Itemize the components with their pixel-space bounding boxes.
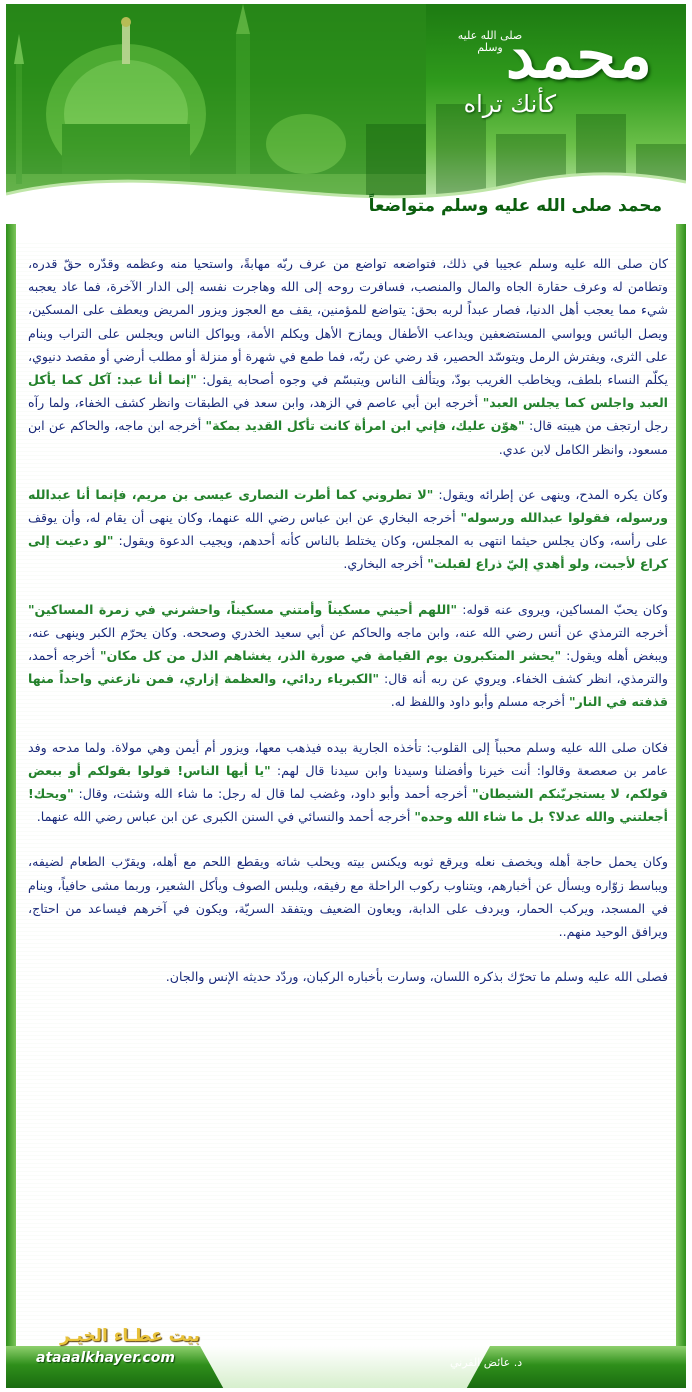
text-segment: أخرجه أحمد، والترمذي، انظر كشف الخفاء. ويروي عن ربه أنه قال:: [28, 648, 669, 687]
quote-segment: "هوّن عليك، فإني ابن امرأة كانت تأكل القديد بمكة": [205, 418, 525, 434]
logo-subtitle: كأنك تراه: [463, 90, 556, 118]
article-body: [28, 252, 668, 1010]
quote-segment: "لو دعيت إلى كراع لأجبت، ولو أهدي إليّ ذراع لقبلت": [28, 533, 668, 572]
text-segment: وكان يحمل حاجة أهله ويخصف نعله ويرقع ثوبه ويكنس بيته ويحلب شاته ويقطع اللحم مع أهله، ويقرّب الطعام لضيفه، ويباسط زوّاره ويسأل عن أخبارهم، ويتناوب ركوب الراحلة مع رفيقه، ويلبس الصوف ويأكل الشعير، وربما مشى حافياً، وينام في المسجد، ويركب الحمار، ويردف على الدابة، ويعاون الضعيف ويتفقد السريّة، ويكون في آخرهم فيساعد من احتاج، ويرافق الوحيد منهم..: [28, 854, 668, 940]
logo: [446, 14, 666, 134]
title-wrap: [369, 196, 662, 216]
quote-segment: "يحشر المتكبرون يوم القيامة في صورة الذر، يغشاهم الذل من كل مكان": [100, 648, 562, 664]
paragraph: [28, 850, 668, 943]
paragraph: [28, 965, 668, 988]
text-segment: وكان يحبّ المساكين، ويروى عنه قوله:: [457, 601, 669, 617]
logo-salla: صلى الله عليه وسلم: [457, 29, 523, 54]
paragraph: [28, 598, 668, 714]
header-banner: [6, 4, 686, 224]
text-segment: أخرجه البخاري.: [343, 556, 428, 572]
logo-name: محمد: [505, 18, 652, 93]
site-name: بيت عطـاء الخيـر: [60, 1326, 201, 1346]
paragraph: [28, 252, 668, 461]
left-border-band: [6, 224, 16, 1350]
paragraph: [28, 736, 668, 829]
quote-segment: "لا تطروني كما أطرت النصارى عيسى بن مريم، فإنما أنا عبدالله ورسوله، فقولوا عبدالله ورسوله": [28, 486, 668, 526]
quote-segment: "يا أيها الناس! قولوا بقولكم أو ببعض قولكم، لا يستجريّنكم الشيطان": [28, 762, 669, 802]
text-segment: أخرجه ابن ماجه، والحاكم عن ابن مسعود، وانظر الكامل لابن عدي.: [28, 418, 668, 457]
footer-notch: [200, 1346, 490, 1388]
quote-segment: "إنما أنا عبد: آكل كما يأكل العبد واجلس كما يجلس العبد": [28, 372, 668, 411]
quote-segment: "ويحك! أجعلتني والله عدلا؟ بل ما شاء الله وحده": [28, 786, 668, 825]
page-title: محمد صلى الله عليه وسلم متواضعاً: [368, 196, 662, 216]
author-name: د. عائض القرني: [450, 1356, 523, 1369]
quote-segment: "الكبرياء ردائي، والعظمة إزاري، فمن نازعني واحداً منها قذفته في النار": [28, 671, 668, 710]
quote-segment: "اللهم أحيني مسكيناً وأمتني مسكيناً، واحشرني في زمرة المساكين": [28, 601, 458, 617]
text-segment: وكان يكره المدح، وينهى عن إطرائه ويقول:: [433, 486, 668, 502]
text-segment: أخرجه أحمد وأبو داود، وغضب لما قال له رجل: ما شاء الله وشئت، وقال:: [73, 786, 473, 802]
right-border-band: [676, 224, 686, 1350]
site-url: ataaalkhayer.com: [36, 1350, 175, 1366]
text-segment: أخرجه الترمذي عن أنس رضي الله عنه، وابن ماجه والحاكم عن أبي سعيد الخدري وصححه. وكان يحرّم الكبر وينهى عنه، ويبغض أهله ويقول:: [28, 624, 668, 664]
text-segment: كان صلى الله عليه وسلم عجيبا في ذلك، فتواضعه تواضع من عرف ربّه مهابةً، واستحيا منه وعظمه وقدّره حقّ قدره، وتطامن له وعرف حقارة الجاه والمال والمنصب، فسافرت روحه إلى الله وهاجرت نفسه إلى الدار الآخرة، فما عاد يعجبه شيء مما يعجب أهل الدنيا، فصار عبداً لربه بحق: يتواضع للمؤمنين، يقف مع العجوز ويزور المريض ويعطف على المسكين، ويصل البائس ويواسي المستضعفين ويداعب الأطفال ويمازح الأهل ويكلم الأمة، ويواكل الناس ويجلس على التراب وينام على الثرى، ويفترش الرمل ويتوسّد الحصير، قد رضي عن ربّه، فما طمع في شهرة أو منزلة أو مطلب أرضي أو مقصد دنيوي، يكلّم النساء بلطف، ويخاطب الغريب بودّ، ويتألف الناس ويتبسّم في وجوه أصحابه يقول:: [28, 256, 668, 388]
paragraph: [28, 483, 668, 576]
text-segment: فكان صلى الله عليه وسلم محبباً إلى القلوب: تأخذه الجارية بيده فيذهب معها، ويزور أم أيمن وهي مولاة. ولما مدحه وفد عامر بن صعصعة وقالوا: أنت خيرنا وأفضلنا وسيدنا وابن سيدنا قال لهم:: [28, 739, 668, 778]
text-segment: فصلى الله عليه وسلم ما تحرّك بذكره اللسان، وسارت بأخباره الركبان، وردّد حديثه الإنس والجان.: [165, 969, 668, 985]
text-segment: أخرجه أحمد والنسائي في السنن الكبرى عن ابن عباس رضي الله عنهما.: [36, 809, 415, 825]
text-segment: أخرجه ابن أبي عاصم في الزهد، وابن سعد في الطبقات وانظر كشف الخفاء، ولما رآه رجل ارتجف من هيبته قال:: [28, 395, 668, 434]
text-segment: أخرجه مسلم وأبو داود واللفظ له.: [390, 694, 569, 710]
text-segment: أخرجه البخاري عن ابن عباس رضي الله عنهما، وكان ينهى أن يقام له، وأن يوقف على رأسه، وكان يجلس حيثما انتهى به المجلس، وكان يختلط بالناس كأنه أحدهم، ويجيب الدعوة ويقول:: [28, 510, 668, 549]
